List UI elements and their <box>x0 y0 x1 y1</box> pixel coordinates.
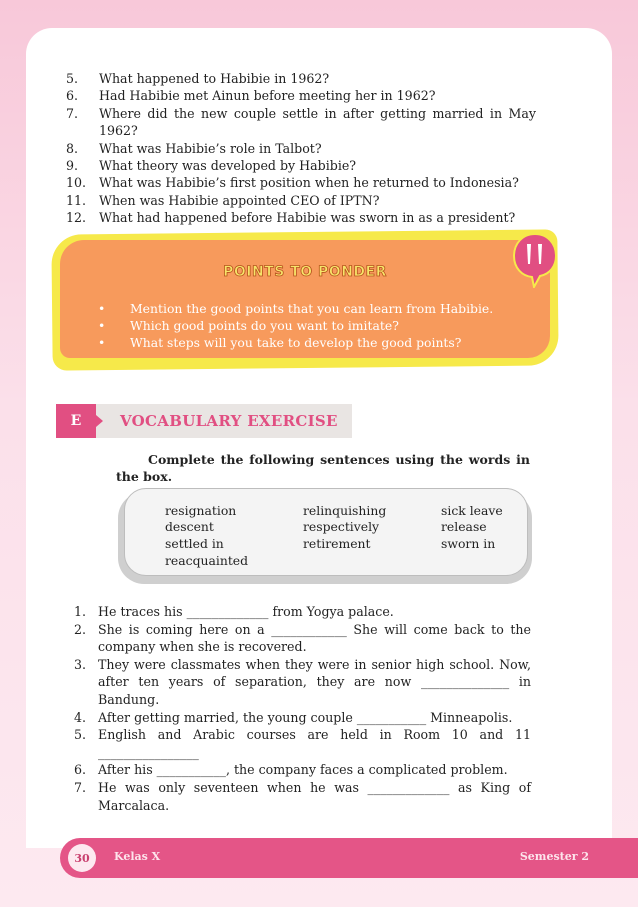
word-box-panel <box>124 488 528 576</box>
exercise-number: 7. <box>74 779 87 795</box>
section-title: VOCABULARY EXERCISE <box>120 412 338 430</box>
page-footer <box>60 838 638 878</box>
question-item <box>66 105 536 140</box>
ponder-item <box>98 317 493 334</box>
question-number: 5. <box>66 71 79 86</box>
exercise-number: 3. <box>74 656 87 672</box>
exercise-item <box>74 709 531 727</box>
question-item <box>66 70 536 87</box>
word-item: retirement <box>303 536 371 551</box>
word-item: sick leave <box>441 503 503 518</box>
ponder-item-text: What steps will you take to develop the good points? <box>130 335 462 351</box>
exercise-text: She is coming here on a ____________ She will come back to the company when she is recovered. <box>98 621 531 655</box>
exercise-item <box>74 621 531 656</box>
exercise-number: 2. <box>74 621 87 637</box>
question-number: 10. <box>66 175 87 191</box>
exercise-text: He traces his _____________ from Yogya palace. <box>98 604 394 619</box>
exercise-list <box>74 603 531 814</box>
ponder-title: POINTS TO PONDER <box>223 264 387 280</box>
word-box <box>118 488 532 580</box>
footer-semester-label: Semester 2 <box>519 850 589 863</box>
section-letter: E <box>56 404 96 438</box>
exercise-item <box>74 761 531 779</box>
ponder-item-text: Which good points do you want to imitate? <box>130 318 399 334</box>
instruction-text: Complete the following sentences using the words in the box. <box>116 452 530 484</box>
question-text: What was Habibie’s first position when he returned to Indonesia? <box>99 175 519 191</box>
question-text: What was Habibie’s role in Talbot? <box>99 140 322 156</box>
question-item <box>66 192 536 209</box>
question-text: Where did the new couple settle in after getting married in May 1962? <box>99 105 536 139</box>
question-number: 7. <box>66 105 79 121</box>
exercise-item <box>74 779 531 814</box>
exercise-text: After getting married, the young couple ___________ Minneapolis. <box>98 709 513 725</box>
bullet-icon: • <box>98 301 106 316</box>
question-number: 9. <box>66 158 79 174</box>
exercise-number: 6. <box>74 762 87 778</box>
question-number: 11. <box>66 192 87 208</box>
exercise-number: 5. <box>74 727 87 743</box>
question-text: What happened to Habibie in 1962? <box>99 71 330 86</box>
question-text: Had Habibie met Ainun before meeting her in 1962? <box>99 88 436 104</box>
page-number: 30 <box>68 844 96 872</box>
ponder-item-text: Mention the good points that you can learn from Habibie. <box>130 301 494 316</box>
ponder-panel <box>60 240 550 358</box>
question-number: 6. <box>66 88 79 104</box>
bullet-icon: • <box>98 335 106 351</box>
question-item <box>66 140 536 157</box>
question-item <box>66 87 536 104</box>
question-item <box>66 209 536 226</box>
question-text: What theory was developed by Habibie? <box>99 158 357 174</box>
word-item: descent <box>165 519 214 534</box>
question-item <box>66 174 536 191</box>
exercise-number: 1. <box>74 604 87 619</box>
exercise-text: English and Arabic courses are held in Room 10 and 11 ________________ <box>98 727 531 760</box>
question-number: 8. <box>66 140 79 156</box>
question-item <box>66 157 536 174</box>
arrow-right-icon <box>96 415 103 427</box>
footer-class-label: Kelas X <box>114 850 161 863</box>
word-item: reacquainted <box>165 553 249 568</box>
speech-bubble-quote-icon <box>510 232 560 288</box>
question-text: What had happened before Habibie was sworn in as a president? <box>99 210 516 226</box>
ponder-list <box>98 300 493 352</box>
points-to-ponder-box <box>52 232 558 368</box>
bullet-icon: • <box>98 318 106 334</box>
word-item: resignation <box>165 503 237 518</box>
word-item: release <box>441 519 487 534</box>
question-text: When was Habibie appointed CEO of IPTN? <box>99 192 380 208</box>
exercise-item <box>74 656 531 709</box>
exercise-number: 4. <box>74 709 87 725</box>
word-item: settled in <box>165 536 224 551</box>
word-item: respectively <box>303 519 380 534</box>
question-number: 12. <box>66 210 87 226</box>
question-list <box>66 70 536 227</box>
exercise-text: They were classmates when they were in senior high school. Now, after ten years of separation, they are now ______________ in Bandung. <box>98 656 531 707</box>
exercise-item <box>74 726 531 761</box>
exercise-item <box>74 603 531 621</box>
section-header <box>56 404 352 438</box>
exercise-text: After his ___________, the company faces a complicated problem. <box>98 762 508 778</box>
ponder-item <box>98 300 493 317</box>
exercise-text: He was only seventeen when he was _____________ as King of Marcalaca. <box>98 779 531 813</box>
word-item: sworn in <box>441 536 496 551</box>
ponder-item <box>98 334 493 351</box>
word-item: relinquishing <box>303 503 387 518</box>
